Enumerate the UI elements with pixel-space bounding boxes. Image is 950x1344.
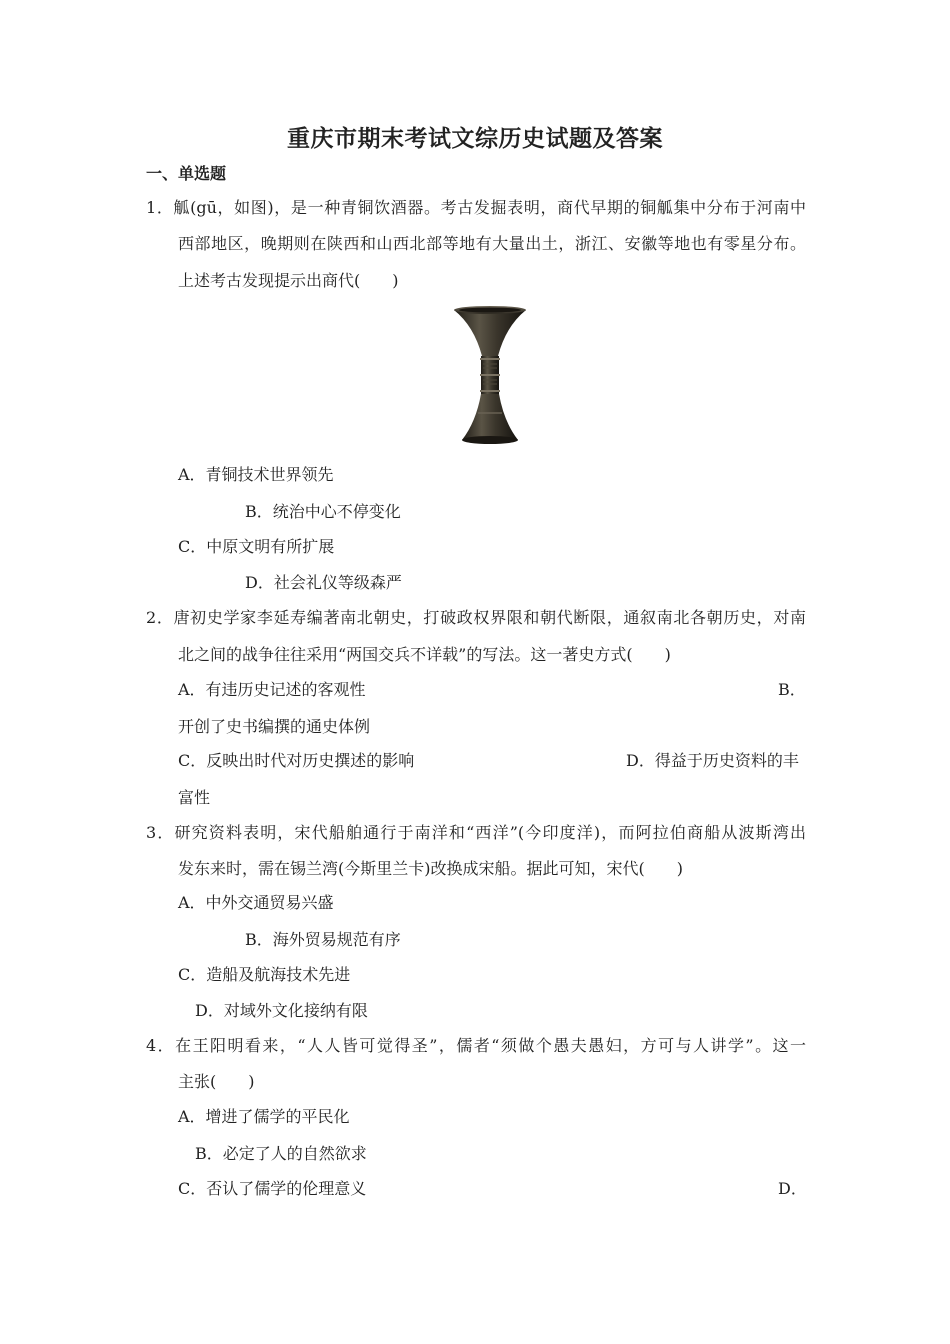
q4-option-a: A．增进了儒学的平民化 — [178, 1107, 350, 1126]
bronze-gu-vessel-image — [450, 304, 530, 446]
q2-option-b-text: 开创了史书编撰的通史体例 — [178, 717, 371, 736]
section-heading: 一、单选题 — [146, 164, 227, 183]
q4-stem-line2: 主张( ) — [178, 1072, 255, 1091]
q1-stem-line2: 西部地区，晚期则在陕西和山西北部等地有大量出土，浙江、安徽等地也有零星分布。 — [178, 234, 806, 253]
q4-stem-line1: 4．在王阳明看来，“人人皆可觉得圣”，儒者“须做个愚夫愚妇，方可与人讲学”。这一 — [146, 1036, 806, 1055]
q1-stem-line1: 1．觚(gū，如图)，是一种青铜饮酒器。考古发掘表明，商代早期的铜觚集中分布于河南中 — [146, 198, 806, 217]
q3-option-c: C．造船及航海技术先进 — [178, 965, 351, 984]
page-title: 重庆市期末考试文综历史试题及答案 — [287, 125, 663, 152]
q1-option-b: B．统治中心不停变化 — [245, 502, 401, 521]
q1-option-a: A．青铜技术世界领先 — [178, 465, 334, 484]
q3-stem-line1: 3．研究资料表明，宋代船舶通行于南洋和“西洋”(今印度洋)，而阿拉伯商船从波斯湾出 — [146, 823, 806, 842]
q3-option-d: D．对域外文化接纳有限 — [195, 1001, 368, 1020]
q2-option-c: C．反映出时代对历史撰述的影响 — [178, 751, 415, 770]
q4-option-b: B．必定了人的自然欲求 — [195, 1144, 367, 1163]
q2-option-a: A．有违历史记述的客观性 — [178, 680, 366, 699]
q2-stem-line2: 北之间的战争往往采用“两国交兵不详载”的写法。这一著史方式( ) — [178, 645, 671, 664]
q3-stem-line2: 发东来时，需在锡兰湾(今斯里兰卡)改换成宋船。据此可知，宋代( ) — [178, 859, 683, 878]
q2-stem-line1: 2．唐初史学家李延寿编著南北朝史，打破政权界限和朝代断限，通叙南北各朝历史，对南 — [146, 608, 806, 627]
q3-option-b: B．海外贸易规范有序 — [245, 930, 401, 949]
q1-option-d: D．社会礼仪等级森严 — [245, 573, 402, 592]
q3-option-a: A．中外交通贸易兴盛 — [178, 893, 334, 912]
q1-stem-line3: 上述考古发现提示出商代( ) — [178, 271, 399, 290]
q4-option-c: C．否认了儒学的伦理意义 — [178, 1179, 367, 1198]
q2-option-b-label: B． — [778, 680, 806, 699]
q4-option-d-label: D． — [778, 1179, 807, 1198]
q1-option-c: C．中原文明有所扩展 — [178, 537, 335, 556]
q2-option-d-head: D．得益于历史资料的丰 — [626, 751, 799, 770]
q2-option-d-tail: 富性 — [178, 788, 211, 807]
